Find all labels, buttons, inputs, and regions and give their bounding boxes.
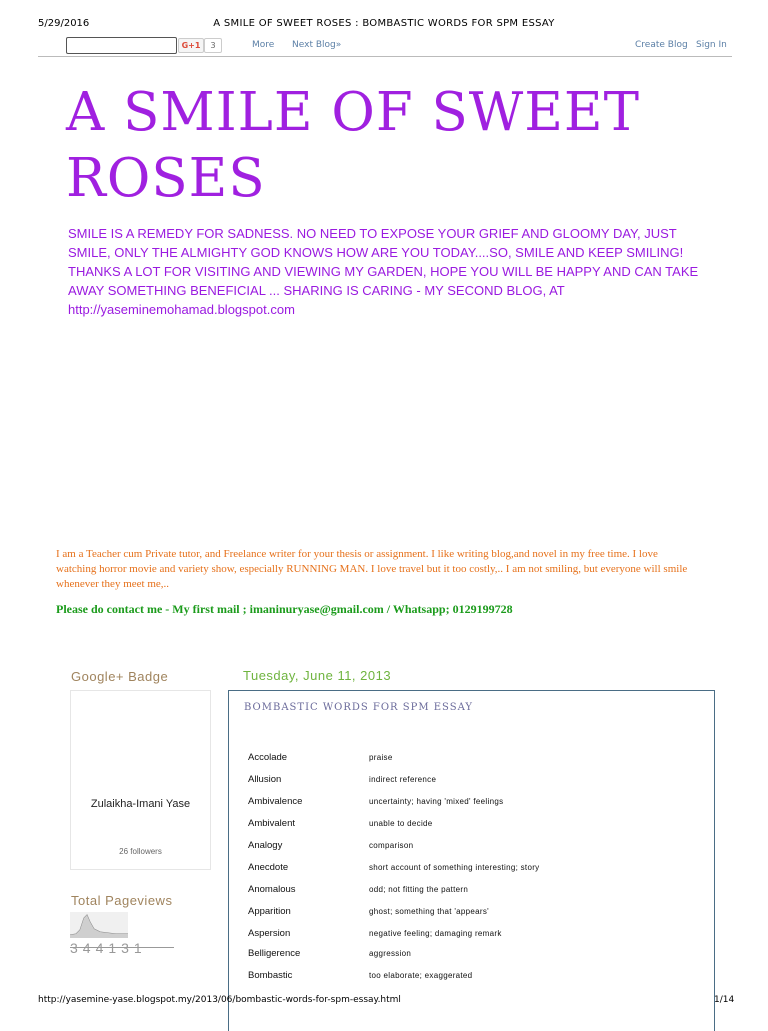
print-title: A SMILE OF SWEET ROSES : BOMBASTIC WORDS FOR SPM ESSAY xyxy=(213,18,555,29)
table-row xyxy=(248,796,708,818)
print-date: 5/29/2016 xyxy=(38,18,90,29)
post-date: Tuesday, June 11, 2013 xyxy=(243,668,392,683)
blog-title-line-1: A SMILE OF SWEET xyxy=(66,82,640,143)
post-title[interactable]: BOMBASTIC WORDS FOR SPM ESSAY xyxy=(244,702,473,713)
definition-cell: odd; not fitting the pattern xyxy=(369,885,469,894)
definition-cell: unable to decide xyxy=(369,819,433,828)
second-blog-link[interactable]: http://yaseminemohamad.blogspot.com xyxy=(68,302,295,317)
pageviews-counter: 344131 xyxy=(70,940,147,956)
create-blog-link[interactable]: Create Blog xyxy=(635,40,688,50)
blog-title-line-2: ROSES xyxy=(66,148,266,209)
definition-cell: comparison xyxy=(369,841,414,850)
navbar-search-input[interactable] xyxy=(66,37,177,54)
blog-title[interactable] xyxy=(66,80,706,212)
definition-cell: indirect reference xyxy=(369,775,437,784)
gplus-count: 3 xyxy=(204,38,222,53)
table-row xyxy=(248,774,708,796)
blog-description xyxy=(68,224,718,319)
table-row xyxy=(248,906,708,928)
next-blog-link[interactable]: Next Blog» xyxy=(292,40,342,50)
definition-cell: aggression xyxy=(369,949,412,958)
pageviews-sparkline xyxy=(70,912,128,938)
definition-cell: short account of something interesting; story xyxy=(369,863,540,872)
term-cell: Ambivalent xyxy=(248,818,295,829)
table-row xyxy=(248,818,708,840)
definition-cell: ghost; something that 'appears' xyxy=(369,907,489,916)
author-bio: I am a Teacher cum Private tutor, and Freelance writer for your thesis or assignment. I like writing blog,and novel in my free time. I love watching horror movie and variety show, especially RUNNING MAN. I love travel but it too costly,.. I am not smiling, but everyone will smile whenever they meet me,.. xyxy=(56,548,688,590)
table-row xyxy=(248,884,708,906)
term-cell: Anomalous xyxy=(248,884,296,895)
term-cell: Anecdote xyxy=(248,862,289,873)
definition-cell: too elaborate; exaggerated xyxy=(369,971,473,980)
table-row xyxy=(248,948,708,970)
gplus-badge[interactable] xyxy=(70,690,211,870)
table-row xyxy=(248,840,708,862)
print-footer-url: http://yasemine-yase.blogspot.my/2013/06/bombastic-words-for-spm-essay.html xyxy=(38,995,401,1005)
table-row xyxy=(248,752,708,774)
definition-cell: negative feeling; damaging remark xyxy=(369,929,502,938)
badge-followers: 26 followers xyxy=(119,847,162,856)
term-cell: Ambivalence xyxy=(248,796,303,807)
pageviews-heading: Total Pageviews xyxy=(71,893,173,908)
definition-cell: uncertainty; having 'mixed' feelings xyxy=(369,797,504,806)
term-cell: Aspersion xyxy=(248,928,291,939)
sign-in-link[interactable]: Sign In xyxy=(696,40,727,50)
table-row xyxy=(248,928,708,950)
more-link[interactable]: More xyxy=(252,40,275,50)
table-row xyxy=(248,970,708,992)
contact-line: Please do contact me - My first mail ; imaninuryase@gmail.com / Whatsapp; 0129199728 xyxy=(56,602,513,616)
definition-cell: praise xyxy=(369,753,393,762)
print-page-number: 1/14 xyxy=(714,995,735,1005)
term-cell: Bombastic xyxy=(248,970,293,981)
term-cell: Accolade xyxy=(248,752,288,763)
table-row xyxy=(248,862,708,884)
term-cell: Analogy xyxy=(248,840,283,851)
term-cell: Apparition xyxy=(248,906,291,917)
term-cell: Belligerence xyxy=(248,948,301,959)
blog-description-text: SMILE IS A REMEDY FOR SADNESS. NO NEED TO EXPOSE YOUR GRIEF AND GLOOMY DAY, JUST SMILE, ONLY THE ALMIGHTY GOD KNOWS HOW ARE YOU TODAY....SO, SMILE AND KEEP SMILING! THANKS A LOT FOR VISITING AND VIEWING MY GARDEN, HOPE YOU WILL BE HAPPY AND CAN TAKE AWAY SOMETHING BENEFICIAL ... SHARING IS CARING - MY SECOND BLOG, AT xyxy=(68,226,699,298)
term-cell: Allusion xyxy=(248,774,282,785)
gplus-badge-heading: Google+ Badge xyxy=(71,669,169,684)
gplus-button[interactable]: G+1 xyxy=(178,38,204,53)
badge-profile-name[interactable]: Zulaikha-Imani Yase xyxy=(90,798,191,810)
